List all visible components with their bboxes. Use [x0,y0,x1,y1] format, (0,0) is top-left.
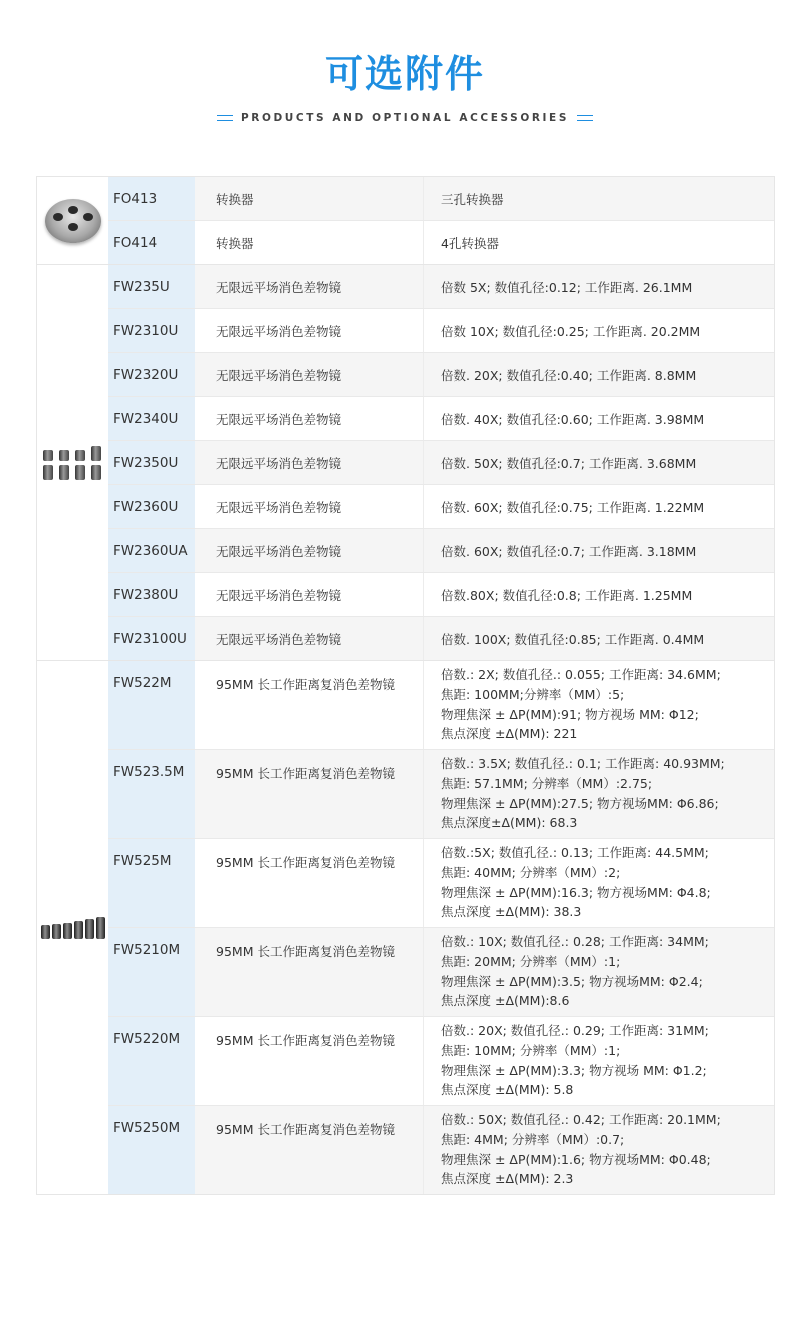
product-code: FW2360UA [108,529,195,572]
nosepiece-hole [53,213,63,221]
nosepiece-hole [83,213,93,221]
product-name: 95MM 长工作距离复消色差物镜 [195,1106,424,1194]
table-row [108,396,774,440]
table-row [108,308,774,352]
objective-lens [75,465,85,480]
product-name: 无限远平场消色差物镜 [195,309,424,352]
product-code: FW5220M [108,1017,195,1105]
table-row [108,749,774,838]
spec-line: 倍数. 60X; 数值孔径:0.7; 工作距离. 3.18MM [441,543,697,559]
product-spec [424,353,774,396]
spec-line: 焦点深度 ±Δ(MM):8.6 [441,993,570,1009]
long-working-distance-objectives-image [41,917,105,939]
objective-lens [41,925,50,939]
objective-lens [85,919,94,939]
product-name: 无限远平场消色差物镜 [195,485,424,528]
product-spec [424,221,774,264]
spec-line: 倍数.: 20X; 数值孔径.: 0.29; 工作距离: 31MM; [441,1023,709,1038]
table-row [108,1105,774,1194]
product-code: FW235U [108,265,195,308]
spec-line: 焦点深度 ±Δ(MM): 38.3 [441,904,582,920]
objective-lens [43,465,53,480]
product-spec [424,928,774,1016]
product-image-cell [37,265,108,660]
spec-line: 焦距: 4MM; 分辨率（MM）:0.7; [441,1131,625,1147]
product-name: 95MM 长工作距离复消色差物镜 [195,750,424,838]
objective-lens [91,465,101,480]
table-row [108,265,774,308]
table-row [108,177,774,220]
product-group [37,660,774,1194]
spec-line: 焦点深度 ±Δ(MM): 2.3 [441,1171,574,1187]
spec-line: 物理焦深 ± ΔP(MM):91; 物方视场 MM: Φ12; [441,706,699,722]
objective-lens [74,921,83,939]
product-code: FW522M [108,661,195,749]
product-code: FW523.5M [108,750,195,838]
product-name: 无限远平场消色差物镜 [195,617,424,660]
product-name: 无限远平场消色差物镜 [195,529,424,572]
table-row [108,440,774,484]
product-name: 无限远平场消色差物镜 [195,397,424,440]
spec-line: 物理焦深 ± ΔP(MM):16.3; 物方视场MM: Φ4.8; [441,884,711,900]
product-name: 转换器 [195,177,424,220]
product-code: FW2350U [108,441,195,484]
product-rows [108,177,774,264]
spec-line: 焦点深度±Δ(MM): 68.3 [441,815,578,831]
product-code: FW2310U [108,309,195,352]
table-row [108,528,774,572]
objective-lens [59,450,69,461]
table-row [108,616,774,660]
product-code: FW2380U [108,573,195,616]
product-code: FW2360U [108,485,195,528]
product-name: 无限远平场消色差物镜 [195,441,424,484]
product-spec [424,750,774,838]
nosepiece-hole [68,206,78,214]
table-row [108,220,774,264]
objective-lens [91,446,101,461]
spec-line: 焦点深度 ±Δ(MM): 221 [441,726,578,742]
table-row [108,1016,774,1105]
product-spec [424,265,774,308]
objective-lens [96,917,105,939]
product-name: 无限远平场消色差物镜 [195,265,424,308]
spec-line: 焦距: 100MM;分辨率（MM）:5; [441,686,625,702]
accessories-table [36,176,775,1195]
product-code: FW2340U [108,397,195,440]
product-name: 转换器 [195,221,424,264]
nosepiece-image [45,199,101,243]
spec-line: 三孔转换器 [441,191,504,207]
table-row [108,572,774,616]
spec-line: 倍数. 20X; 数值孔径:0.40; 工作距离. 8.8MM [441,367,697,383]
spec-line: 物理焦深 ± ΔP(MM):3.3; 物方视场 MM: Φ1.2; [441,1062,707,1078]
product-spec [424,529,774,572]
product-spec [424,661,774,749]
spec-line: 倍数 5X; 数值孔径:0.12; 工作距离. 26.1MM [441,279,693,295]
product-code: FW5210M [108,928,195,1016]
table-row [108,838,774,927]
product-spec [424,485,774,528]
objective-lens [59,465,69,480]
product-rows [108,661,774,1194]
spec-line: 焦距: 20MM; 分辨率（MM）:1; [441,953,621,969]
spec-line: 倍数. 40X; 数值孔径:0.60; 工作距离. 3.98MM [441,411,705,427]
nosepiece-hole [68,223,78,231]
product-image-cell [37,177,108,264]
product-name: 无限远平场消色差物镜 [195,353,424,396]
product-spec [424,573,774,616]
spec-line: 4孔转换器 [441,235,499,251]
spec-line: 物理焦深 ± ΔP(MM):27.5; 物方视场MM: Φ6.86; [441,795,719,811]
spec-line: 倍数 10X; 数值孔径:0.25; 工作距离. 20.2MM [441,323,701,339]
product-rows [108,265,774,660]
spec-line: 倍数. 60X; 数值孔径:0.75; 工作距离. 1.22MM [441,499,705,515]
right-decoration [577,115,593,121]
product-group [37,264,774,660]
spec-line: 倍数.:5X; 数值孔径.: 0.13; 工作距离: 44.5MM; [441,845,709,860]
spec-line: 倍数. 100X; 数值孔径:0.85; 工作距离. 0.4MM [441,631,705,647]
spec-line: 焦点深度 ±Δ(MM): 5.8 [441,1082,574,1098]
product-spec [424,397,774,440]
spec-line: 倍数.: 2X; 数值孔径.: 0.055; 工作距离: 34.6MM; [441,667,721,682]
page-title: 可选附件 [324,52,485,96]
product-spec [424,839,774,927]
spec-line: 物理焦深 ± ΔP(MM):1.6; 物方视场MM: Φ0.48; [441,1151,711,1167]
product-spec [424,617,774,660]
table-row [108,661,774,749]
objective-lens [52,924,61,939]
spec-line: 倍数.: 10X; 数值孔径.: 0.28; 工作距离: 34MM; [441,934,709,949]
spec-line: 倍数.: 3.5X; 数值孔径.: 0.1; 工作距离: 40.93MM; [441,756,725,771]
spec-line: 倍数.: 50X; 数值孔径.: 0.42; 工作距离: 20.1MM; [441,1112,721,1127]
product-name: 无限远平场消色差物镜 [195,573,424,616]
product-spec [424,441,774,484]
objective-lens [75,450,85,461]
product-name: 95MM 长工作距离复消色差物镜 [195,1017,424,1105]
product-code: FW525M [108,839,195,927]
table-row [108,352,774,396]
product-code: FW23100U [108,617,195,660]
objective-lens [43,450,53,461]
product-name: 95MM 长工作距离复消色差物镜 [195,661,424,749]
product-code: FW2320U [108,353,195,396]
product-code: FO413 [108,177,195,220]
spec-line: 倍数. 50X; 数值孔径:0.7; 工作距离. 3.68MM [441,455,697,471]
spec-line: 焦距: 57.1MM; 分辨率（MM）:2.75; [441,775,653,791]
spec-line: 焦距: 10MM; 分辨率（MM）:1; [441,1042,621,1058]
product-image-cell [37,661,108,1194]
infinity-objectives-image [43,446,103,480]
product-code: FO414 [108,221,195,264]
left-decoration [217,115,233,121]
product-name: 95MM 长工作距离复消色差物镜 [195,839,424,927]
table-row [108,927,774,1016]
product-code: FW5250M [108,1106,195,1194]
product-spec [424,309,774,352]
page-subtitle: PRODUCTS AND OPTIONAL ACCESSORIES [240,112,569,124]
product-name: 95MM 长工作距离复消色差物镜 [195,928,424,1016]
product-spec [424,177,774,220]
product-spec [424,1017,774,1105]
product-group [37,177,774,264]
table-row [108,484,774,528]
product-spec [424,1106,774,1194]
spec-line: 焦距: 40MM; 分辨率（MM）:2; [441,864,621,880]
subtitle-row [0,109,810,127]
spec-line: 倍数.80X; 数值孔径:0.8; 工作距离. 1.25MM [441,587,693,603]
spec-line: 物理焦深 ± ΔP(MM):3.5; 物方视场MM: Φ2.4; [441,973,703,989]
objective-lens [63,923,72,939]
